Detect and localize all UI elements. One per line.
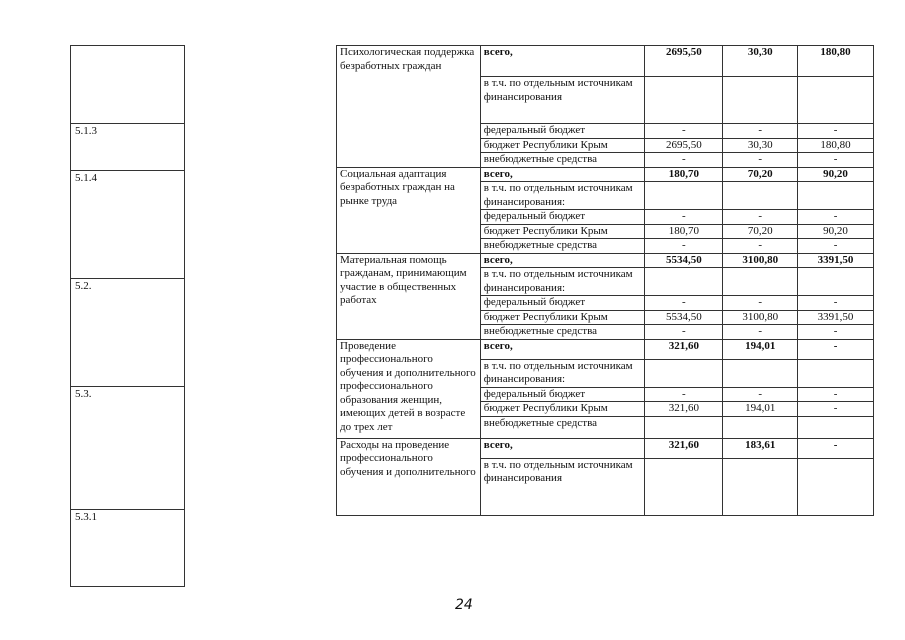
source-label: в т.ч. по отдельным источникам финансирования: <box>480 268 645 296</box>
value-cell: - <box>645 239 723 254</box>
code-cell: 5.3. <box>71 387 185 510</box>
activity-name: Проведение профессионального обучения и дополнительного профессионального образования женщин, имеющих детей в возрасте до трех лет <box>337 339 481 438</box>
value-cell: - <box>723 239 798 254</box>
code-cell: 5.1.3 <box>71 124 185 171</box>
value-cell: 3391,50 <box>798 253 874 268</box>
value-cell: 180,80 <box>798 138 874 153</box>
value-cell: - <box>798 339 874 359</box>
value-cell: 2695,50 <box>645 46 723 77</box>
value-cell: - <box>723 124 798 139</box>
value-cell: 90,20 <box>798 224 874 239</box>
value-cell: - <box>798 124 874 139</box>
value-cell: - <box>645 210 723 225</box>
value-cell: - <box>723 210 798 225</box>
value-cell: - <box>798 402 874 417</box>
value-cell: 194,01 <box>723 339 798 359</box>
value-cell: 321,60 <box>645 402 723 417</box>
value-cell: - <box>645 325 723 340</box>
source-label: всего, <box>480 46 645 77</box>
value-cell: - <box>723 387 798 402</box>
value-cell: 5534,50 <box>645 253 723 268</box>
value-cell: - <box>645 296 723 311</box>
value-cell: - <box>723 153 798 168</box>
source-label: в т.ч. по отдельным источникам финансирования <box>480 77 645 124</box>
source-label: бюджет Республики Крым <box>480 224 645 239</box>
table-row <box>337 46 874 77</box>
source-label: в т.ч. по отдельным источникам финансирования: <box>480 359 645 387</box>
value-cell: 3391,50 <box>798 310 874 325</box>
value-cell: - <box>798 387 874 402</box>
value-cell: 2695,50 <box>645 138 723 153</box>
value-cell: - <box>645 124 723 139</box>
value-cell: 30,30 <box>723 138 798 153</box>
source-label: всего, <box>480 253 645 268</box>
value-cell: 30,30 <box>723 46 798 77</box>
value-cell <box>798 416 874 438</box>
value-cell: 90,20 <box>798 167 874 182</box>
value-cell: 180,70 <box>645 167 723 182</box>
value-cell: 3100,80 <box>723 310 798 325</box>
source-label: бюджет Республики Крым <box>480 138 645 153</box>
source-label: всего, <box>480 339 645 359</box>
source-label: федеральный бюджет <box>480 210 645 225</box>
value-cell: - <box>798 438 874 458</box>
value-cell: 183,61 <box>723 438 798 458</box>
value-cell: 194,01 <box>723 402 798 417</box>
value-cell: - <box>798 210 874 225</box>
code-cell <box>71 46 185 124</box>
source-label: бюджет Республики Крым <box>480 310 645 325</box>
funding-table <box>336 45 874 516</box>
code-cell: 5.2. <box>71 279 185 387</box>
source-label: внебюджетные средства <box>480 416 645 438</box>
table-row <box>337 339 874 359</box>
value-cell: - <box>798 239 874 254</box>
source-label: в т.ч. по отдельным источникам финансирования <box>480 458 645 515</box>
value-cell: - <box>798 296 874 311</box>
source-label: внебюджетные средства <box>480 239 645 254</box>
value-cell <box>723 416 798 438</box>
activity-name: Психологическая поддержка безработных граждан <box>337 46 481 168</box>
value-cell: - <box>798 325 874 340</box>
value-cell: 70,20 <box>723 167 798 182</box>
value-cell: 70,20 <box>723 224 798 239</box>
page-number: 24 <box>455 597 473 613</box>
code-cell: 5.1.4 <box>71 171 185 279</box>
source-label: всего, <box>480 438 645 458</box>
source-label: федеральный бюджет <box>480 387 645 402</box>
value-cell: 3100,80 <box>723 253 798 268</box>
table-row <box>337 167 874 182</box>
table-row <box>337 253 874 268</box>
value-cell: - <box>723 296 798 311</box>
value-cell: 321,60 <box>645 438 723 458</box>
value-cell: - <box>798 153 874 168</box>
value-cell: 5534,50 <box>645 310 723 325</box>
source-label: внебюджетные средства <box>480 325 645 340</box>
code-cell: 5.3.1 <box>71 510 185 587</box>
left-code-table <box>70 45 185 587</box>
value-cell: - <box>723 325 798 340</box>
source-label: федеральный бюджет <box>480 296 645 311</box>
value-cell: - <box>645 153 723 168</box>
source-label: в т.ч. по отдельным источникам финансирования: <box>480 182 645 210</box>
value-cell <box>645 416 723 438</box>
source-label: федеральный бюджет <box>480 124 645 139</box>
activity-name: Социальная адаптация безработных граждан на рынке труда <box>337 167 481 253</box>
value-cell: - <box>645 387 723 402</box>
activity-name: Материальная помощь гражданам, принимающим участие в общественных работах <box>337 253 481 339</box>
table-row <box>337 438 874 458</box>
source-label: внебюджетные средства <box>480 153 645 168</box>
activity-name: Расходы на проведение профессионального обучения и дополнительного <box>337 438 481 515</box>
value-cell: 180,70 <box>645 224 723 239</box>
source-label: бюджет Республики Крым <box>480 402 645 417</box>
source-label: всего, <box>480 167 645 182</box>
value-cell: 180,80 <box>798 46 874 77</box>
value-cell: 321,60 <box>645 339 723 359</box>
